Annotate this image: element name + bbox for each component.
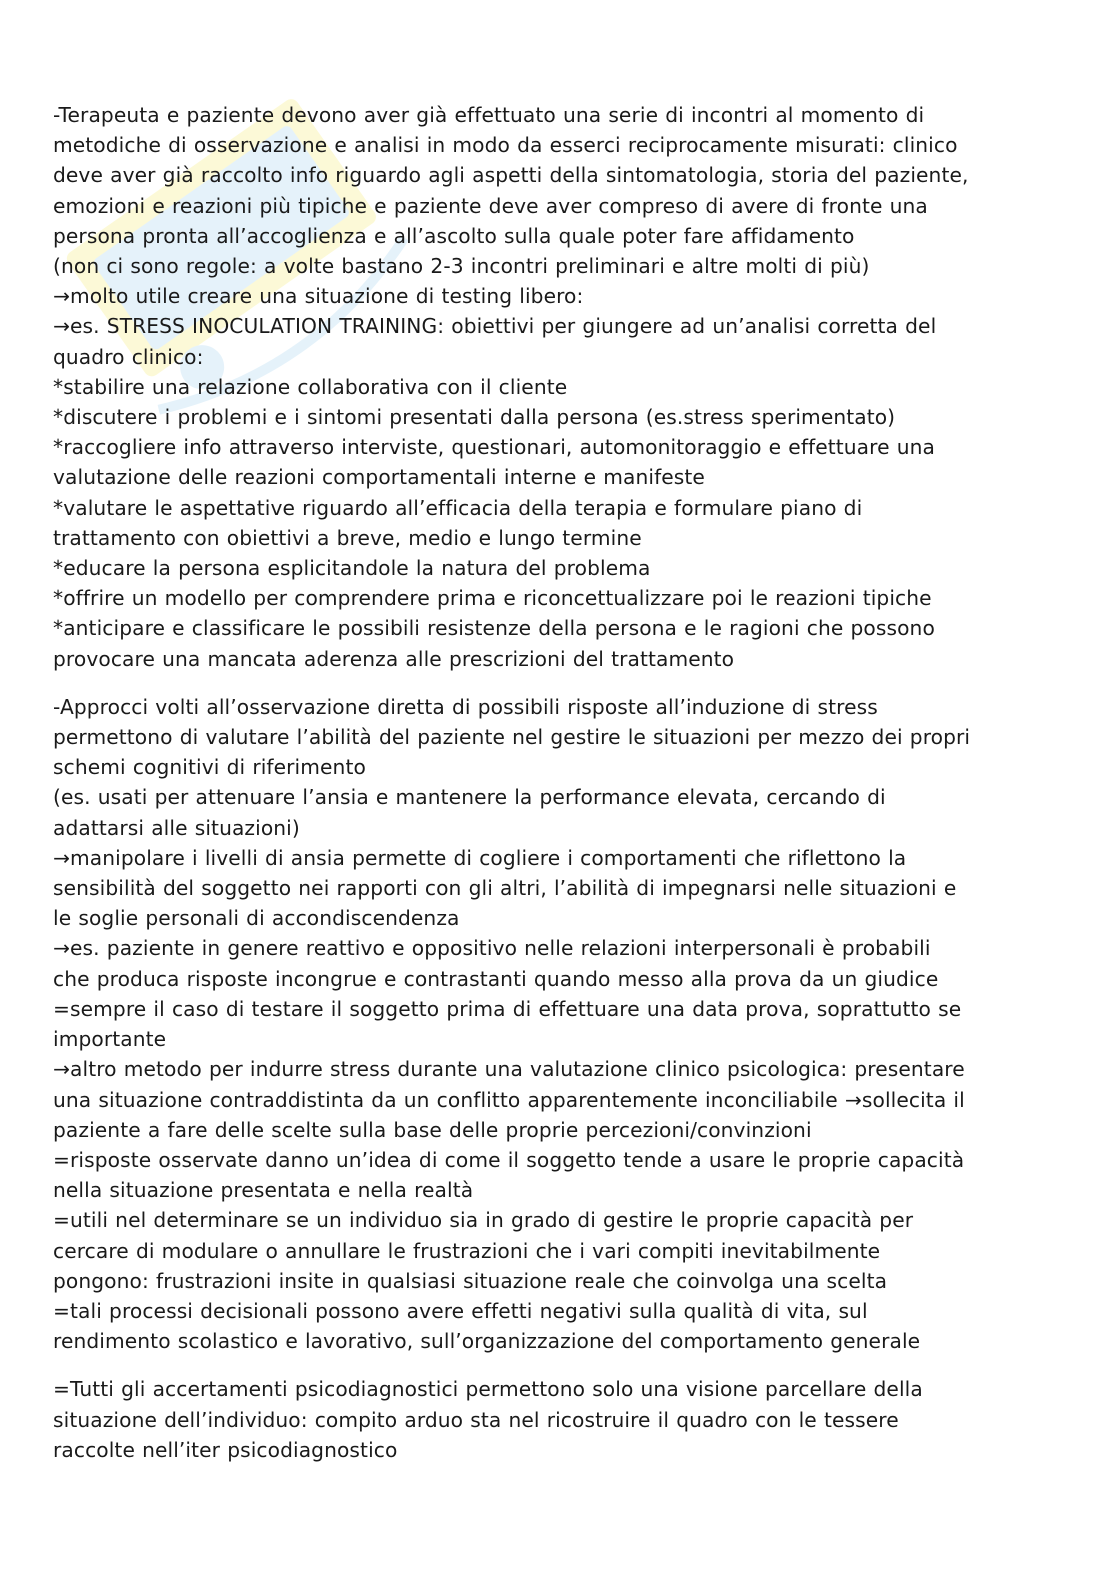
text-line: raccolte nell’iter psicodiagnostico bbox=[53, 1437, 398, 1462]
text-line: →es. STRESS INOCULATION TRAINING: obiettivi per giungere ad un’analisi corretta del bbox=[53, 314, 937, 339]
text-line: *valutare le aspettative riguardo all’efficacia della terapia e formulare piano di bbox=[53, 495, 863, 520]
text-line: sensibilità del soggetto nei rapporti con gli altri, l’abilità di impegnarsi nelle situazioni e bbox=[53, 876, 957, 901]
text-line: provocare una mancata aderenza alle prescrizioni del trattamento bbox=[53, 646, 735, 671]
document-body bbox=[53, 100, 1063, 1465]
text-line: (es. usati per attenuare l’ansia e mantenere la performance elevata, cercando di bbox=[53, 785, 886, 810]
text-line: =sempre il caso di testare il soggetto prima di effettuare una data prova, soprattutto se bbox=[53, 996, 962, 1021]
text-line: →molto utile creare una situazione di testing libero: bbox=[53, 284, 584, 309]
text-line: -Terapeuta e paziente devono aver già effettuato una serie di incontri al momento di bbox=[53, 103, 925, 127]
text-line: =risposte osservate danno un’idea di come il soggetto tende a usare le proprie capacità bbox=[53, 1147, 965, 1172]
text-line: schemi cognitivi di riferimento bbox=[53, 755, 366, 780]
text-line: metodiche di osservazione e analisi in modo da esserci reciprocamente misurati: clinico bbox=[53, 133, 958, 158]
text-line: paziente a fare delle scelte sulla base delle proprie percezioni/convinzioni bbox=[53, 1117, 812, 1142]
text-line: →manipolare i livelli di ansia permette di cogliere i comportamenti che riflettono la bbox=[53, 845, 907, 870]
text-line: importante bbox=[53, 1027, 167, 1052]
text-line: trattamento con obiettivi a breve, medio e lungo termine bbox=[53, 525, 642, 550]
text-line: *raccogliere info attraverso interviste, questionari, automonitoraggio e effettuare una bbox=[53, 435, 936, 460]
text-line: nella situazione presentata e nella realtà bbox=[53, 1178, 474, 1203]
text-line: =Tutti gli accertamenti psicodiagnostici permettono solo una visione parcellare della bbox=[53, 1377, 923, 1402]
text-line: *discutere i problemi e i sintomi presentati dalla persona (es.stress sperimentato) bbox=[53, 405, 896, 430]
text-line: persona pronta all’accoglienza e all’ascolto sulla quale poter fare affidamento bbox=[53, 223, 855, 248]
paragraph bbox=[53, 692, 1063, 1356]
text-line: *stabilire una relazione collaborativa con il cliente bbox=[53, 374, 568, 399]
paragraph bbox=[53, 1374, 1063, 1465]
text-line: *educare la persona esplicitandole la natura del problema bbox=[53, 556, 651, 581]
text-line: =utili nel determinare se un individuo sia in grado di gestire le proprie capacità per bbox=[53, 1208, 914, 1233]
text-line: le soglie personali di accondiscendenza bbox=[53, 906, 460, 931]
text-line: deve aver già raccolto info riguardo agli aspetti della sintomatologia, storia del paziente, bbox=[53, 163, 969, 188]
text-line: che produca risposte incongrue e contrastanti quando messo alla prova da un giudice bbox=[53, 966, 939, 991]
text-line: emozioni e reazioni più tipiche e paziente deve aver compreso di avere di fronte una bbox=[53, 193, 928, 218]
text-line: quadro clinico: bbox=[53, 344, 204, 369]
text-line: (non ci sono regole: a volte bastano 2-3 incontri preliminari e altre molti di più) bbox=[53, 254, 870, 279]
text-line: una situazione contraddistinta da un conflitto apparentemente inconciliabile →sollecita il bbox=[53, 1087, 965, 1112]
text-line: cercare di modulare o annullare le frustrazioni che i vari compiti inevitabilmente bbox=[53, 1238, 881, 1263]
text-line: situazione dell’individuo: compito arduo sta nel ricostruire il quadro con le tessere bbox=[53, 1407, 899, 1432]
text-line: *anticipare e classificare le possibili resistenze della persona e le ragioni che possono bbox=[53, 616, 935, 641]
text-line: *offrire un modello per comprendere prima e riconcettualizzare poi le reazioni tipiche bbox=[53, 586, 932, 611]
text-line: pongono: frustrazioni insite in qualsiasi situazione reale che coinvolga una scelta bbox=[53, 1268, 888, 1293]
text-line: permettono di valutare l’abilità del paziente nel gestire le situazioni per mezzo dei propri bbox=[53, 725, 971, 750]
text-line: →altro metodo per indurre stress durante una valutazione clinico psicologica: presentare bbox=[53, 1057, 965, 1082]
text-line: →es. paziente in genere reattivo e oppositivo nelle relazioni interpersonali è probabili bbox=[53, 936, 931, 961]
paragraph bbox=[53, 100, 1063, 674]
text-line: adattarsi alle situazioni) bbox=[53, 815, 300, 840]
text-line: =tali processi decisionali possono avere effetti negativi sulla qualità di vita, sul bbox=[53, 1298, 868, 1323]
text-line: rendimento scolastico e lavorativo, sull’organizzazione del comportamento generale bbox=[53, 1329, 921, 1354]
text-line: -Approcci volti all’osservazione diretta di possibili risposte all’induzione di stress bbox=[53, 694, 878, 719]
text-line: valutazione delle reazioni comportamentali interne e manifeste bbox=[53, 465, 705, 490]
